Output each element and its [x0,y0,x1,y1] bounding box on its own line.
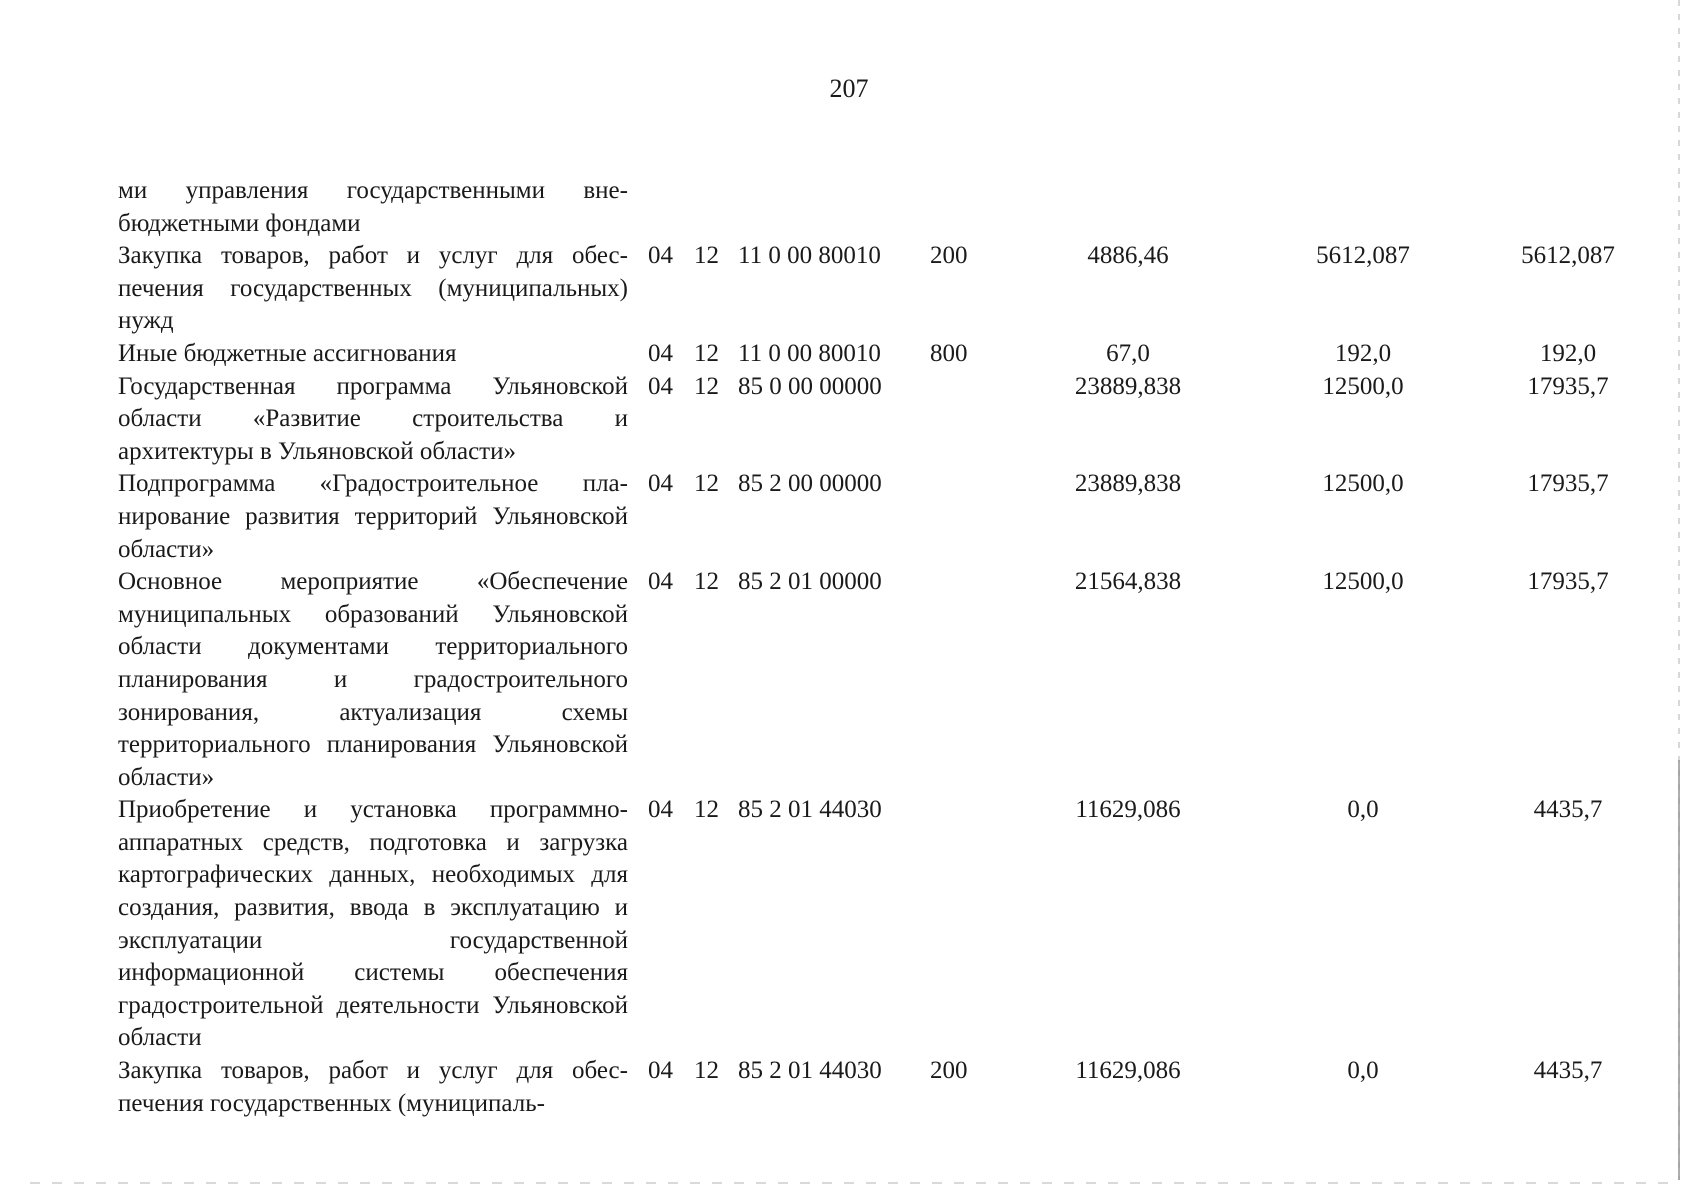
row-value-3: 4435,7 [1533,796,1603,824]
row-csr: 85 2 01 44030 [738,1057,882,1085]
row-rz: 04 [648,470,673,498]
row-prz: 12 [694,568,719,596]
row-csr: 11 0 00 80010 [738,339,881,367]
row-value-3: 17935,7 [1527,568,1609,596]
row-description: Закупка товаров, работ и услуг для обеспечения государственных (муниципальных) нужд [118,242,628,335]
row-prz: 12 [694,796,719,824]
row-description: Подпрограмма «Градостроительное планирование развития территорий Ульяновской области» [118,470,628,563]
table-row [118,794,1603,1055]
table-row [118,338,1597,371]
row-rz: 04 [648,372,673,400]
row-description: Основное мероприятие «Обеспечение муниципальных образований Ульяновской области документами территориального планирования и градостроительного зонирования, актуализация схемы территориального планирования Ульяновской области» [118,568,628,791]
row-value-1: 23889,838 [1074,372,1182,400]
row-value-1: 11629,086 [1075,796,1181,824]
table-row [118,1055,1603,1120]
row-description: Закупка товаров, работ и услуг для обеспечения государственных (муниципаль- [118,1057,628,1117]
row-prz: 12 [694,470,719,498]
row-value-2: 12500,0 [1322,372,1404,400]
row-prz: 12 [694,339,719,367]
row-csr: 85 0 00 00000 [738,372,882,400]
budget-table [118,175,1615,1120]
row-value-1: 23889,838 [1074,470,1182,498]
row-value-3: 17935,7 [1527,372,1609,400]
row-prz: 12 [694,372,719,400]
row-csr: 11 0 00 80010 [738,242,881,270]
row-rz: 04 [648,796,673,824]
row-rz: 04 [648,242,673,270]
row-value-2: 5612,087 [1316,242,1410,270]
row-description: Государственная программа Ульяновской области «Развитие строительства и архитектуры в Ульяновской области» [118,372,628,465]
row-prz: 12 [694,242,719,270]
row-csr: 85 2 01 00000 [738,568,882,596]
row-vr: 800 [930,339,968,367]
row-value-1: 11629,086 [1075,1057,1181,1085]
row-value-2: 0,0 [1347,796,1379,824]
row-value-2: 12500,0 [1322,470,1404,498]
table-row [118,371,1609,469]
row-csr: 85 2 01 44030 [738,796,882,824]
row-value-1: 4886,46 [1087,242,1169,270]
scan-edge-line [1678,760,1680,1180]
row-csr: 85 2 00 00000 [738,470,882,498]
row-value-3: 5612,087 [1521,242,1615,270]
row-value-2: 192,0 [1334,339,1392,367]
row-value-3: 17935,7 [1527,470,1609,498]
row-value-3: 4435,7 [1533,1057,1603,1085]
row-value-1: 21564,838 [1074,568,1182,596]
row-description: Иные бюджетные ассигнования [118,339,457,367]
table-row [118,175,1568,240]
row-vr: 200 [930,1057,968,1085]
row-prz: 12 [694,1057,719,1085]
scan-edge-line [30,1182,1670,1184]
table-row [118,566,1609,794]
row-value-2: 0,0 [1347,1057,1379,1085]
table-row [118,240,1615,338]
row-rz: 04 [648,339,673,367]
row-value-3: 192,0 [1539,339,1597,367]
row-value-2: 12500,0 [1322,568,1404,596]
row-value-1: 67,0 [1106,339,1150,367]
row-rz: 04 [648,1057,673,1085]
row-rz: 04 [648,568,673,596]
page-number: 207 [829,74,869,103]
table-row [118,468,1609,566]
row-description: ми управления государственными внебюджетными фондами [118,177,628,237]
row-description: Приобретение и установка программно-аппаратных средств, подготовка и загрузка картографических данных, необходимых для создания, развития, ввода в эксплуатацию и эксплуатации государственной информационной системы обеспечения градостроительной деятельности Ульяновской области [118,796,628,1052]
row-vr: 200 [930,242,968,270]
